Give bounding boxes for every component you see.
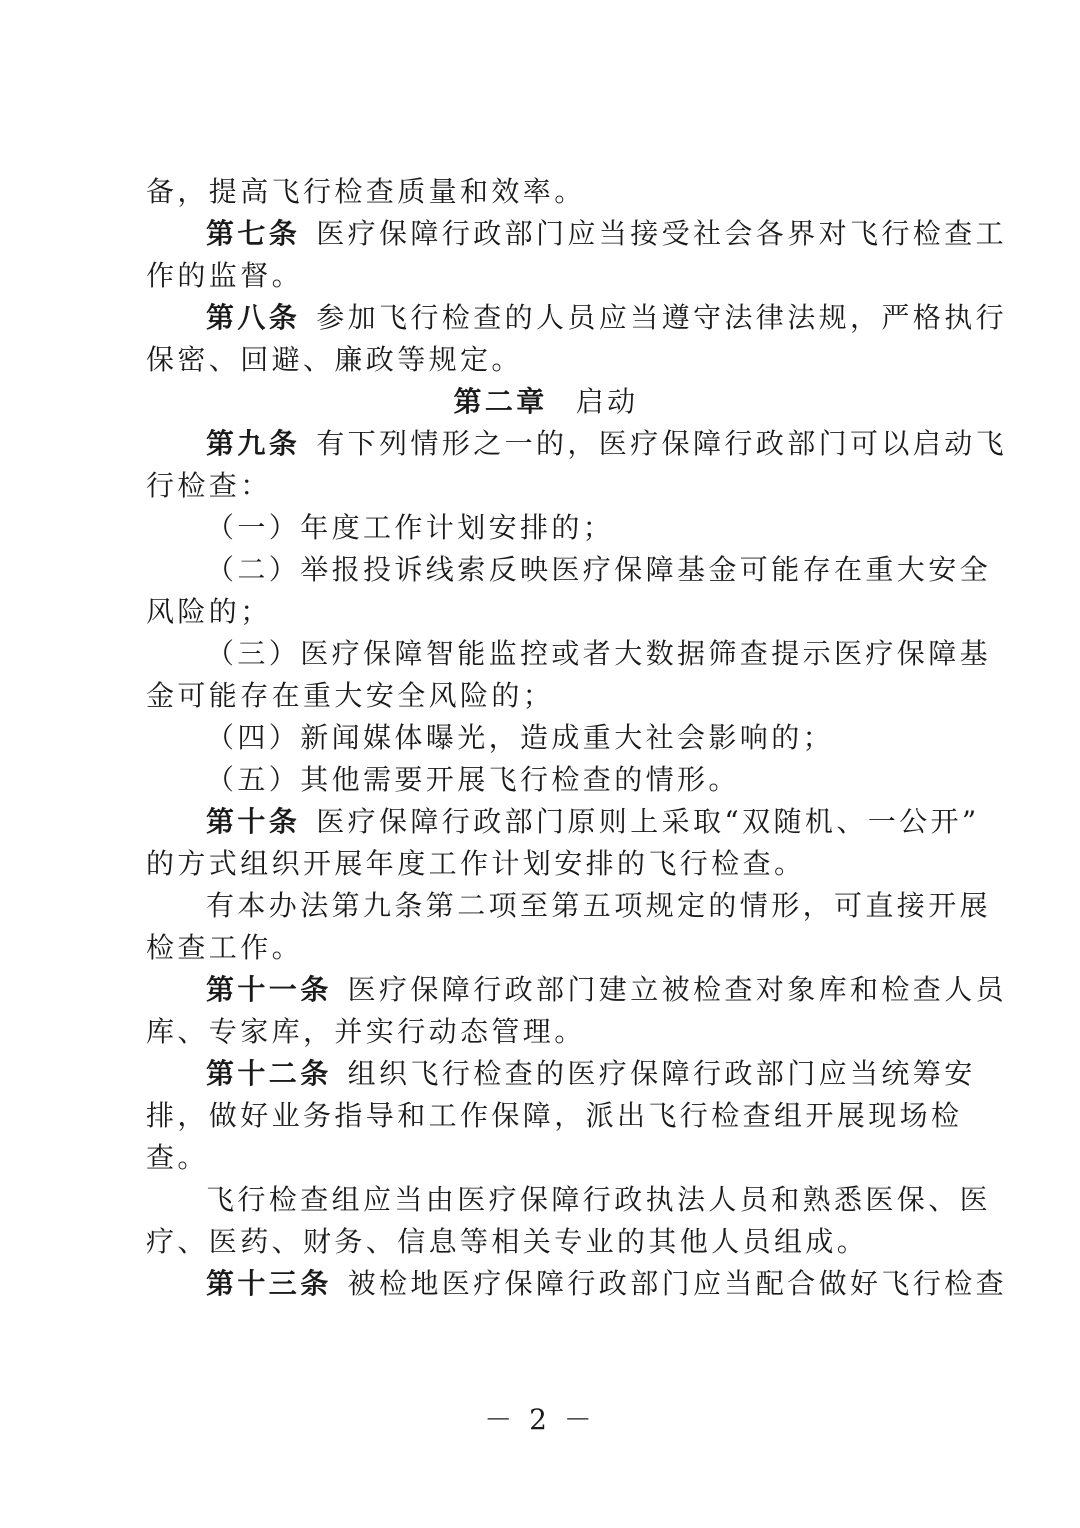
text-line: 查。: [146, 1141, 209, 1174]
article-number: 第十二条: [206, 1057, 332, 1090]
article-8: [146, 297, 1008, 339]
list-item: （二）举报投诉线索反映医疗保障基金可能存在重大安全: [206, 553, 992, 586]
chapter-number: 第二章: [453, 385, 548, 418]
text-line: 备，提高飞行检查质量和效率。: [146, 175, 586, 208]
article-9: [146, 423, 1008, 465]
article-11: [146, 969, 1008, 1011]
article-number: 第八条: [206, 301, 301, 334]
article-13: [146, 1263, 1008, 1305]
article-12: [146, 1053, 976, 1095]
chapter-heading: [146, 381, 946, 423]
text-line: 库、专家库，并实行动态管理。: [146, 1015, 586, 1048]
article-text: 医疗保障行政部门建立被检查对象库和检查人员: [347, 973, 1008, 1006]
article-text: 组织飞行检查的医疗保障行政部门应当统筹安: [347, 1057, 976, 1090]
list-item: （五）其他需要开展飞行检查的情形。: [206, 763, 740, 796]
list-item: （三）医疗保障智能监控或者大数据筛查提示医疗保障基: [206, 637, 992, 670]
page-number: － 2 －: [484, 1403, 596, 1436]
article-text: 参加飞行检查的人员应当遵守法律法规，严格执行: [316, 301, 1008, 334]
text-line: 行检查：: [146, 469, 272, 502]
article-text: 被检地医疗保障行政部门应当配合做好飞行检查: [347, 1267, 1008, 1300]
document-body: [146, 171, 1008, 1305]
text-line: 保密、回避、廉政等规定。: [146, 343, 523, 376]
article-text: 有下列情形之一的，医疗保障行政部门可以启动飞: [316, 427, 1008, 460]
article-number: 第七条: [206, 217, 301, 250]
article-number: 第十条: [206, 805, 301, 838]
text-line: 作的监督。: [146, 259, 304, 292]
text-line: 疗、医药、财务、信息等相关专业的其他人员组成。: [146, 1225, 869, 1258]
chapter-title: 启动: [575, 385, 639, 418]
article-number: 第十三条: [206, 1267, 332, 1300]
text-line: 风险的；: [146, 595, 272, 628]
article-number: 第九条: [206, 427, 301, 460]
article-text: 医疗保障行政部门应当接受社会各界对飞行检查工: [316, 217, 1008, 250]
text-line: 检查工作。: [146, 931, 304, 964]
article-7: [146, 213, 1008, 255]
list-item: （一）年度工作计划安排的；: [206, 511, 615, 544]
article-text: 医疗保障行政部门原则上采取“双随机、一公开”: [316, 805, 980, 838]
text-line: 排，做好业务指导和工作保障，派出飞行检查组开展现场检: [146, 1099, 963, 1132]
article-10: [146, 801, 980, 843]
article-number: 第十一条: [206, 973, 332, 1006]
text-line: 金可能存在重大安全风险的；: [146, 679, 555, 712]
paragraph: 飞行检查组应当由医疗保障行政执法人员和熟悉医保、医: [206, 1183, 992, 1216]
paragraph: 有本办法第九条第二项至第五项规定的情形，可直接开展: [206, 889, 992, 922]
list-item: （四）新闻媒体曝光，造成重大社会影响的；: [206, 721, 835, 754]
text-line: 的方式组织开展年度工作计划安排的飞行检查。: [146, 847, 806, 880]
